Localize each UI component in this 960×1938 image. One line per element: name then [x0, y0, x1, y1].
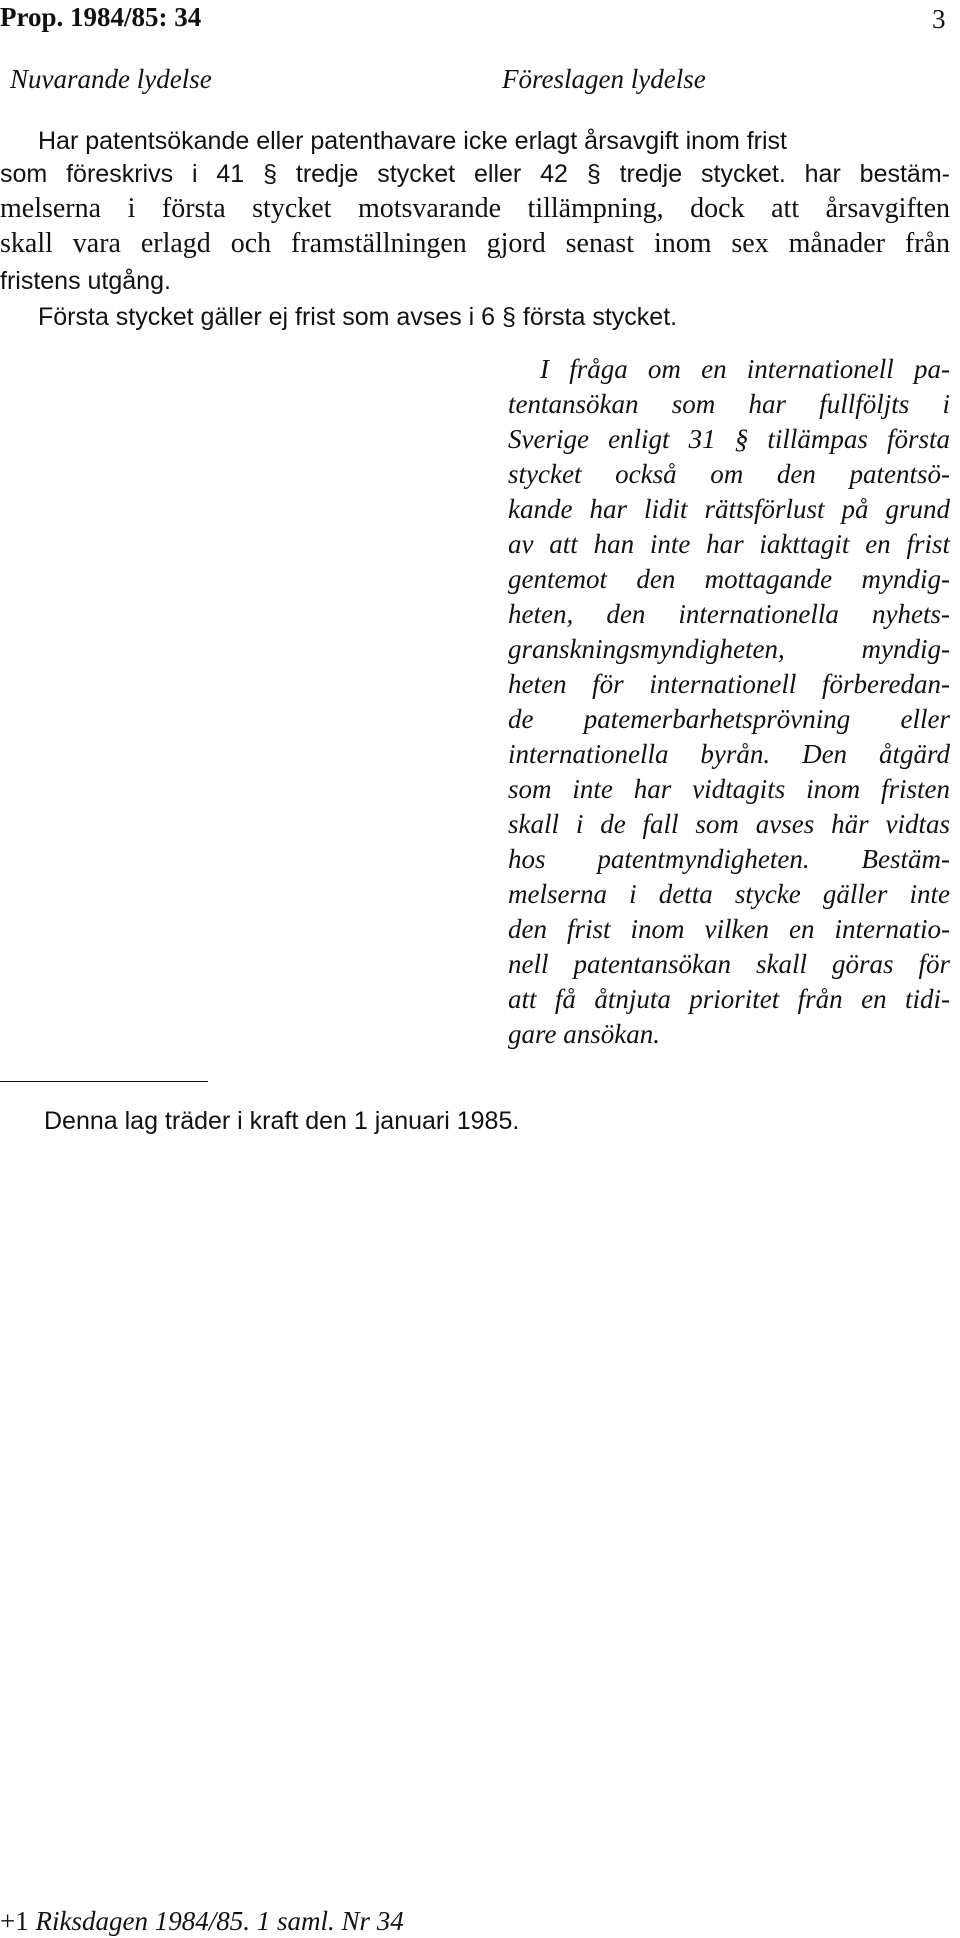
proposed-text-line: heten, den internationella nyhets- — [508, 599, 950, 629]
paragraph-line: fristens utgång. — [0, 267, 171, 295]
proposed-text-line: hos patentmyndigheten. Bestäm- — [508, 844, 950, 874]
proposed-text-line: I fråga om en internationell pa- — [540, 354, 950, 384]
proposed-text-line: melserna i detta stycke gäller inte — [508, 879, 950, 909]
proposed-text-line: skall i de fall som avses här vidtas — [508, 809, 950, 839]
proposed-text-line: gentemot den mottagande myndig- — [508, 564, 950, 594]
proposed-text-line: kande har lidit rättsförlust på grund — [508, 494, 950, 524]
proposed-text-line: tentansökan som har fullföljts i — [508, 389, 950, 419]
current-wording-heading: Nuvarande lydelse — [10, 64, 212, 94]
proposed-text-line: granskningsmyndigheten, myndig- — [508, 634, 950, 664]
footer-text: Riksdagen 1984/85. 1 saml. Nr 34 — [35, 1906, 404, 1936]
paragraph-line: melserna i första stycket motsvarande tillämpning, dock att årsavgiften — [0, 193, 950, 224]
page-number: 3 — [932, 4, 946, 34]
proposed-text-line: den frist inom vilken en internatio- — [508, 914, 950, 944]
proposed-text-line: av att han inte har iakttagit en frist — [508, 529, 950, 559]
footer-reference — [0, 1904, 404, 1938]
footer-prefix: +1 — [0, 1906, 36, 1936]
document-header-title: Prop. 1984/85: 34 — [0, 2, 202, 32]
proposed-text-line: nell patentansökan skall göras för — [508, 949, 950, 979]
proposed-wording-heading: Föreslagen lydelse — [502, 64, 706, 94]
effective-date-note: Denna lag träder i kraft den 1 januari 1985. — [44, 1107, 520, 1135]
proposed-text-line: stycket också om den patentsö- — [508, 459, 950, 489]
proposed-text-line: gare ansökan. — [508, 1019, 660, 1049]
proposed-text-line: som inte har vidtagits inom fristen — [508, 774, 950, 804]
proposed-text-line: heten för internationell förberedan- — [508, 669, 950, 699]
paragraph-line: Har patentsökande eller patenthavare icke erlagt årsavgift inom frist — [38, 127, 787, 155]
proposed-text-line: internationella byrån. Den åtgärd — [508, 739, 950, 769]
paragraph-frist-exception: Första stycket gäller ej frist som avses i 6 § första stycket. — [38, 303, 678, 331]
paragraph-line: skall vara erlagd och framställningen gjord senast inom sex månader från — [0, 228, 950, 259]
paragraph-line: som föreskrivs i 41 § tredje stycket eller 42 § tredje stycket. har bestäm- — [0, 160, 950, 188]
proposed-text-line: att få åtnjuta prioritet från en tidi- — [508, 984, 950, 1014]
proposed-text-line: de patemerbarhetsprövning eller — [508, 704, 950, 734]
proposed-text-line: Sverige enligt 31 § tillämpas första — [508, 424, 950, 454]
section-divider — [0, 1081, 208, 1082]
